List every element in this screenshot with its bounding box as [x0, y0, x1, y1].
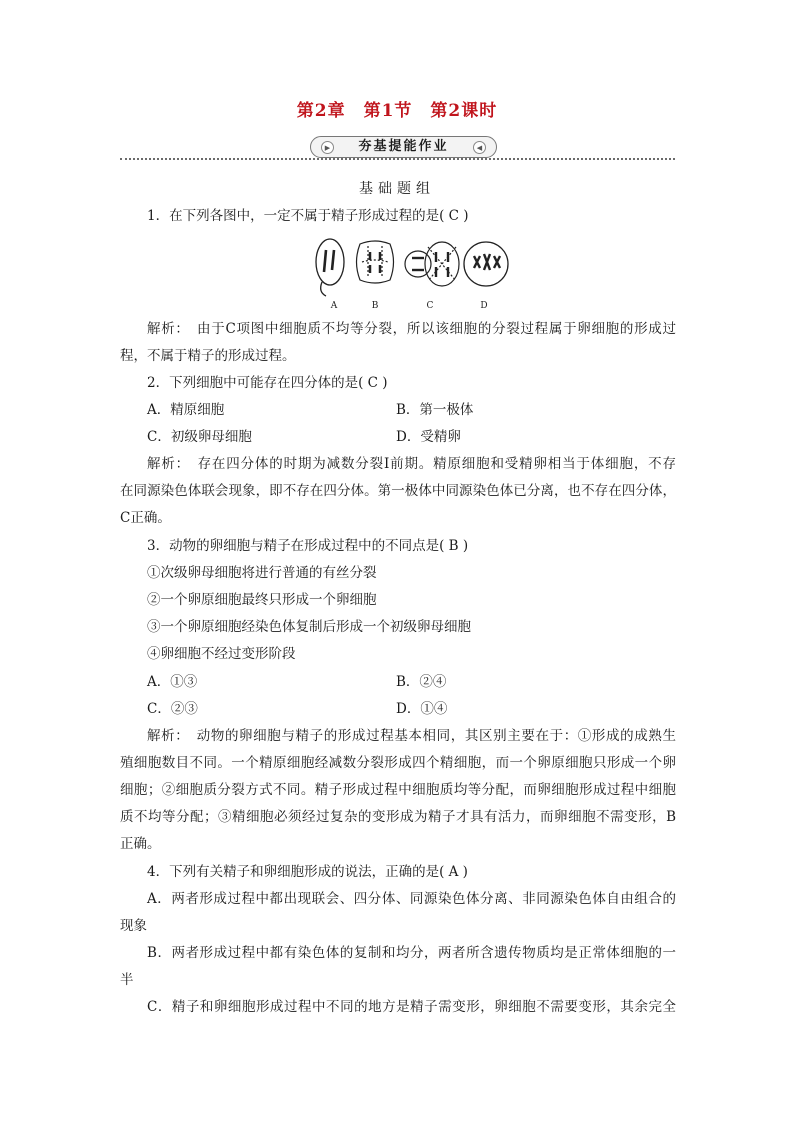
question-4-option-a-line-1: A．两者形成过程中都出现联会、四分体、同源染色体分离、非同源染色体自由组合的 [147, 891, 676, 907]
question-3-item-3: ③一个卵原细胞经染色体复制后形成一个初级卵母细胞 [147, 619, 471, 635]
question-4-option-b-line-1: B．两者形成过程中都有染色体的复制和均分，两者所含遗传物质均是正常体细胞的一 [147, 945, 676, 961]
question-3-analysis-line-5: 正确。 [120, 836, 161, 852]
question-3-item-1: ①次级卵母细胞将进行普通的有丝分裂 [147, 565, 377, 581]
arrow-right-icon: ▶ [321, 141, 334, 154]
question-1-stem: 1．在下列各图中，一定不属于精子形成过程的是( C ) [147, 208, 469, 224]
question-3-item-4: ④卵细胞不经过变形阶段 [147, 646, 296, 662]
cell-d-diagram [464, 242, 508, 286]
cell-c-diagram [405, 242, 459, 286]
question-2-option-c: C．初级卵母细胞 [147, 429, 252, 445]
figure-label-a: A [330, 301, 338, 311]
figure-label-b: B [371, 301, 379, 311]
question-3-item-2: ②一个卵原细胞最终只形成一个卵细胞 [147, 592, 377, 608]
cell-b-diagram [357, 241, 394, 283]
question-3-analysis-line-1: 解析： 动物的卵细胞与精子的形成过程基本相同，其区别主要在于：①形成的成熟生 [147, 728, 676, 744]
question-3-option-b: B．②④ [396, 674, 447, 690]
figure-label-c: C [426, 301, 434, 311]
banner-tab [310, 136, 497, 158]
question-1-analysis-line-1: 解析： 由于C项图中细胞质不均等分裂，所以该细胞的分裂过程属于卵细胞的形成过 [147, 321, 676, 337]
arrow-left-icon: ◀ [473, 141, 486, 154]
question-3-option-a: A．①③ [147, 674, 198, 690]
figure-label-d: D [480, 301, 488, 311]
homework-banner [120, 134, 675, 160]
question-3-analysis-line-2: 殖细胞数目不同。一个精原细胞经减数分裂形成四个精细胞，而一个卵原细胞只形成一个卵 [120, 755, 676, 771]
section-title: 基础题组 [359, 181, 435, 197]
question-3-option-d: D．①④ [396, 701, 448, 717]
question-4-option-b-line-2: 半 [120, 972, 134, 988]
dotted-divider [120, 158, 675, 160]
question-2-option-b: B．第一极体 [396, 402, 474, 418]
question-2-analysis-line-1: 解析： 存在四分体的时期为减数分裂Ⅰ前期。精原细胞和受精卵相当于体细胞，不存 [147, 456, 676, 472]
question-4-option-c-line-1: C．精子和卵细胞形成过程中不同的地方是精子需变形，卵细胞不需要变形，其余完全 [147, 999, 676, 1015]
question-4-stem: 4．下列有关精子和卵细胞形成的说法，正确的是( A ) [147, 864, 468, 880]
banner-label: 夯基提能作业 [358, 139, 449, 154]
cell-division-figure [300, 232, 530, 314]
cell-a-diagram [316, 239, 344, 296]
page-title: 第2章 第1节 第2课时 [296, 101, 498, 121]
question-2-option-a: A．精原细胞 [147, 402, 225, 418]
question-4-option-a-line-2: 现象 [120, 918, 147, 934]
question-1-analysis-line-2: 程，不属于精子的形成过程。 [120, 348, 296, 364]
question-3-analysis-line-3: 细胞；②细胞质分裂方式不同。精子形成过程中细胞质均等分配，而卵细胞形成过程中细胞 [120, 782, 676, 798]
question-3-analysis-line-4: 质不均等分配；③精细胞必须经过复杂的变形成为精子才具有活力，而卵细胞不需变形，B [120, 809, 676, 825]
question-2-analysis-line-2: 在同源染色体联会现象，即不存在四分体。第一极体中同源染色体已分离，也不存在四分体， [120, 483, 676, 499]
question-2-option-d: D．受精卵 [396, 429, 461, 445]
question-3-option-c: C．②③ [147, 701, 198, 717]
question-2-analysis-line-3: C正确。 [120, 510, 171, 526]
question-3-stem: 3．动物的卵细胞与精子在形成过程中的不同点是( B ) [147, 538, 469, 554]
question-2-stem: 2．下列细胞中可能存在四分体的是( C ) [147, 375, 388, 391]
